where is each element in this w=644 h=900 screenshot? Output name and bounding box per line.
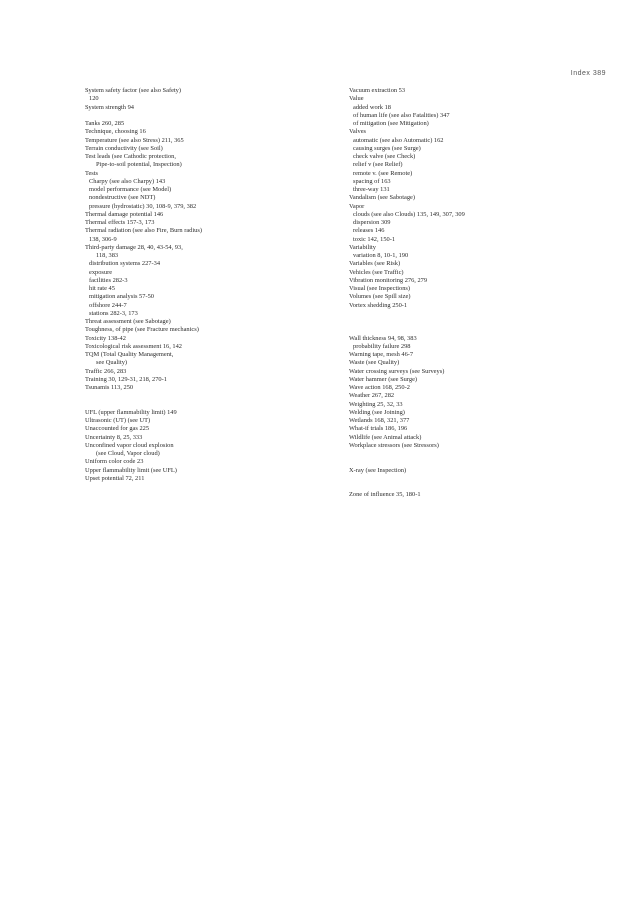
index-subentry: nondestructive (see NDT) xyxy=(89,194,156,202)
index-entry: Vehicles (see Traffic) xyxy=(349,268,404,276)
index-entry: Welding (see Joining) xyxy=(349,408,405,416)
index-subentry: model performance (see Model) xyxy=(89,186,172,193)
index-entry: Third-party damage 28, 40, 43-54, 93, xyxy=(85,243,183,251)
index-subentry: variation 8, 10-1, 190 xyxy=(353,252,409,259)
index-entry: Ultrasonic (UT) (see UT) xyxy=(85,417,151,424)
index-entry: Thermal effects 157-3, 173 xyxy=(85,219,155,226)
index-entry: Upper flammability limit (see UFL) xyxy=(85,466,177,474)
index-entry: Uncertainty 8, 25, 333 xyxy=(85,433,143,441)
index-entry: Vacuum extraction 53 xyxy=(349,87,406,94)
index-subentry: Pipe-to-soil potential, Inspection) xyxy=(96,161,182,169)
index-entry: Weighting 25, 32, 33 xyxy=(349,400,403,408)
index-subentry: Charpy (see also Charpy) 143 xyxy=(89,177,166,185)
index-entry: Workplace stressors (see Stressors) xyxy=(349,441,439,449)
index-subentry: mitigation analysis 57-50 xyxy=(89,293,154,301)
index-entry: Unconfined vapor cloud explosion xyxy=(85,441,174,449)
index-subentry: of mitigation (see Mitigation) xyxy=(353,120,429,127)
index-subentry: releases 146 xyxy=(353,227,385,235)
index-subentry: hit rate 45 xyxy=(89,285,115,292)
index-entry: Vortex shedding 250-1 xyxy=(349,301,408,309)
index-subentry: (see Cloud, Vapor cloud) xyxy=(96,450,160,457)
index-entry: TQM (Total Quality Management, xyxy=(85,351,174,358)
index-subentry: toxic 142, 150-1 xyxy=(353,235,396,243)
index-entry: Toxicological risk assessment 16, 142 xyxy=(85,342,182,350)
index-subentry: 138, 306-9 xyxy=(89,235,117,243)
index-entry: Value xyxy=(349,95,364,103)
index-entry: Waste (see Quality) xyxy=(349,359,400,367)
index-entry: X-ray (see Inspection) xyxy=(349,466,407,474)
index-entry: Tanks 260, 285 xyxy=(85,120,125,127)
index-column-left xyxy=(85,87,320,483)
index-entry: Thermal damage potential 146 xyxy=(85,210,164,218)
index-entry: Unaccounted for gas 225 xyxy=(85,425,150,433)
index-subentry: distribution systems 227-34 xyxy=(89,260,161,268)
index-entry: Threat assessment (see Sabotage) xyxy=(85,318,171,325)
index-subentry: of human life (see also Fatalities) 347 xyxy=(353,111,450,119)
index-entry: Variables (see Risk) xyxy=(349,260,401,268)
index-entry: Traffic 266, 283 xyxy=(85,367,127,375)
index-entry: Weather 267, 282 xyxy=(349,392,395,400)
index-subentry: spacing of 163 xyxy=(353,177,391,185)
index-subentry: pressure (hydrostatic) 30, 108-9, 379, 382 xyxy=(89,202,197,210)
running-head: Index 389 xyxy=(570,70,606,77)
index-subentry: check valve (see Check) xyxy=(353,153,416,160)
index-entry: Test leads (see Cathodic protection, xyxy=(85,153,176,160)
index-entry: UFL (upper flammability limit) 149 xyxy=(85,408,177,416)
index-subentry: causing surges (see Surge) xyxy=(353,144,421,152)
index-entry: Uniform color code 23 xyxy=(85,458,144,466)
entry-spacer xyxy=(85,392,320,409)
index-subentry: 118, 383 xyxy=(96,252,119,259)
index-entry: Thermal radiation (see also Fire, Burn radius) xyxy=(85,227,202,235)
index-entry: Vandalism (see Sabotage) xyxy=(349,194,416,202)
index-entry: System safety factor (see also Safety) xyxy=(85,87,182,94)
index-column-right xyxy=(349,87,584,500)
index-entry: Temperature (see also Stress) 211, 365 xyxy=(85,136,184,144)
index-subentry: 120 xyxy=(89,95,99,103)
index-entry: Technique, choosing 16 xyxy=(85,128,146,136)
index-subentry: three-way 131 xyxy=(353,186,390,193)
index-entry: Volumes (see Spill size) xyxy=(349,293,411,301)
index-entry: Wetlands 168, 321, 377 xyxy=(349,417,410,424)
index-entry: Valves xyxy=(349,128,367,136)
index-subentry: exposure xyxy=(89,268,113,276)
index-subentry: relief v (see Relief) xyxy=(353,161,403,169)
index-entry: Wildlife (see Animal attack) xyxy=(349,433,422,441)
index-subentry: offshore 244-7 xyxy=(89,301,127,309)
index-subentry: dispersion 309 xyxy=(353,219,391,226)
index-subentry: stations 282-3, 173 xyxy=(89,309,138,317)
index-subentry: automatic (see also Automatic) 162 xyxy=(353,136,444,144)
index-entry: What-if trials 186, 196 xyxy=(349,425,408,433)
index-entry: Terrain conductivity (see Soil) xyxy=(85,144,163,152)
index-entry: Tsunamis 113, 250 xyxy=(85,384,134,391)
index-subentry: clouds (see also Clouds) 135, 149, 307, 309 xyxy=(353,210,465,218)
index-subentry: see Quality) xyxy=(96,359,128,367)
entry-spacer xyxy=(349,475,584,492)
index-entry: Wall thickness 94, 98, 383 xyxy=(349,334,417,342)
index-subentry: remote v. (see Remote) xyxy=(353,169,413,177)
entry-spacer xyxy=(349,450,584,467)
entry-spacer xyxy=(349,310,584,327)
index-entry: Wave action 168, 250-2 xyxy=(349,384,410,391)
index-entry: Training 30, 129-31, 218, 270-1 xyxy=(85,375,167,383)
index-entry: Water hammer (see Surge) xyxy=(349,375,418,383)
entry-spacer xyxy=(349,326,584,334)
index-entry: Zone of influence 35, 180-1 xyxy=(349,491,421,499)
index-subentry: probability failure 298 xyxy=(353,342,411,350)
index-entry: System strength 94 xyxy=(85,103,134,111)
index-subentry: facilities 282-3 xyxy=(89,276,128,284)
index-entry: Toughness, of pipe (see Fracture mechanics) xyxy=(85,326,199,334)
index-entry: Warning tape, mesh 46-7 xyxy=(349,351,414,358)
index-subentry: added work 18 xyxy=(353,103,391,111)
index-entry: Toxicity 138-42 xyxy=(85,334,126,342)
entry-spacer xyxy=(85,112,320,120)
index-entry: Water crossing surveys (see Surveys) xyxy=(349,367,445,375)
index-entry: Tests xyxy=(85,169,99,177)
index-entry: Vapor xyxy=(349,202,365,210)
index-entry: Upset potential 72, 211 xyxy=(85,474,145,482)
index-entry: Vibration monitoring 276, 279 xyxy=(349,276,428,284)
index-entry: Visual (see Inspections) xyxy=(349,285,411,292)
index-entry: Variability xyxy=(349,243,376,251)
